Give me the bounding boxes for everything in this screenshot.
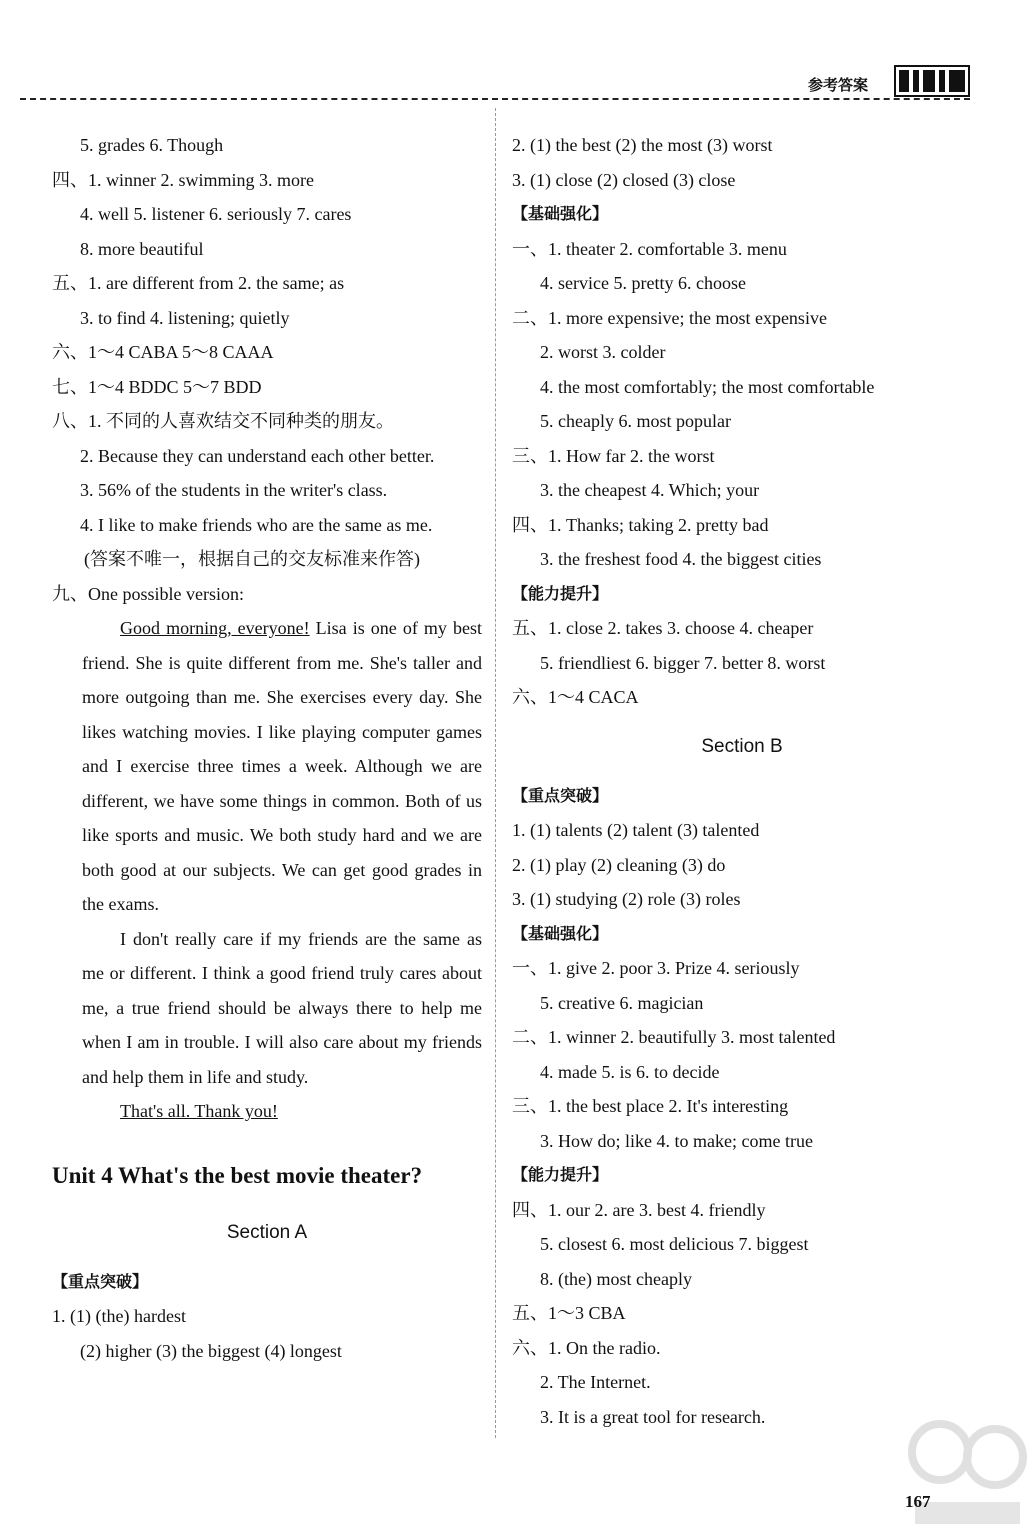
answer-line: 1. (1) talents (2) talent (3) talented [512,820,760,840]
answer-line: 六、1～4 CABA 5～8 CAAA [52,342,274,362]
answer-line: 五、1～3 CBA [512,1303,626,1323]
answer-line: 七、1～4 BDDC 5～7 BDD [52,376,262,397]
answer-line: 4. made 5. is 6. to decide [540,1061,720,1082]
answer-line: 5. friendliest 6. bigger 7. better 8. worst [540,652,826,673]
essay-greeting: Good morning, everyone! [120,618,310,638]
section-label: 【能力提升】 [512,583,609,603]
answer-line: 8. (the) most cheaply [540,1268,692,1289]
section-label: 【重点突破】 [512,785,609,805]
answer-line: 四、1. our 2. are 3. best 4. friendly [512,1199,766,1220]
answer-line: 4. I like to make friends who are the same as me. [80,514,433,535]
answer-line: 一、1. theater 2. comfortable 3. menu [512,238,787,259]
answer-line: 3. to find 4. listening; quietly [80,307,290,328]
answer-line: 八、1. 不同的人喜欢结交不同种类的朋友。 [52,411,394,431]
column-divider [495,108,496,1438]
answer-line: 5. creative 6. magician [540,992,704,1013]
answer-line: 5. cheaply 6. most popular [540,411,731,431]
answer-line: 3. 56% of the students in the writer's class. [80,480,388,500]
header-logo-icon [893,62,971,100]
answer-line: 九、One possible version: [52,583,244,604]
answer-note: (答案不唯一，根据自己的交友标准来作答) [84,549,420,569]
answer-line: 3. the freshest food 4. the biggest cities [540,549,822,569]
page-header [0,0,1033,110]
essay-closing: That's all. Thank you! [120,1101,278,1121]
answer-line: 2. Because they can understand each other better. [80,445,435,466]
page-number: 167 [905,1492,931,1511]
answer-line: 4. well 5. listener 6. seriously 7. cares [80,204,352,224]
answer-line: 3. (1) studying (2) role (3) roles [512,889,741,909]
left-column [52,128,482,1368]
section-label: 【重点突破】 [52,1271,149,1291]
section-label: 【基础强化】 [512,923,609,943]
essay [52,611,482,1129]
answer-line: 3. the cheapest 4. Which; your [540,480,760,500]
section-label: 【基础强化】 [512,204,609,223]
unit-title: Unit 4 What's the best movie theater? [52,1162,423,1188]
answer-line: 1. (1) (the) hardest [52,1306,186,1326]
answer-line: 三、1. the best place 2. It's interesting [512,1096,789,1116]
header-title: 参考答案 [808,76,869,94]
answer-line: 4. service 5. pretty 6. choose [540,273,746,293]
answer-line: 一、1. give 2. poor 3. Prize 4. seriously [512,958,800,978]
answer-line: 六、1～4 CACA [512,687,639,707]
section-a-heading: Section A [226,1221,308,1243]
section-b-heading: Section B [701,735,783,757]
answer-line: 二、1. more expensive; the most expensive [512,307,827,328]
answer-line: (2) higher (3) the biggest (4) longest [80,1340,342,1361]
answer-line: 2. worst 3. colder [540,342,666,362]
answer-line: 5. closest 6. most delicious 7. biggest [540,1234,809,1254]
answer-line: 3. It is a great tool for research. [540,1406,766,1427]
answer-line: 2. (1) play (2) cleaning (3) do [512,854,726,875]
essay-paragraph-1: Lisa is one of my best friend. She is quite different from me. She's taller and more outgoing than me. She exercises every day. She likes watching movies. I like playing computer games and I exercise three times a week. Although we are different, we have some things in common. Both of us like sports and music. We both study hard and we are both good at our subjects. We can get good grades in the exams. [82,618,482,914]
answer-line: 五、1. close 2. takes 3. choose 4. cheaper [512,618,814,638]
answer-line: 3. (1) close (2) closed (3) close [512,169,736,190]
answer-line: 四、1. Thanks; taking 2. pretty bad [512,514,769,535]
answer-line: 三、1. How far 2. the worst [512,445,715,466]
header-dashed-rule [20,98,970,100]
answer-line: 五、1. are different from 2. the same; as [52,273,345,293]
answer-line: 2. The Internet. [540,1372,651,1392]
answer-line: 4. the most comfortably; the most comfortable [540,376,875,397]
answer-line: 5. grades 6. Though [80,135,224,155]
essay-paragraph-2: I don't really care if my friends are the same as me or different. I think a good friend truly cares about me, a true friend should be always there to help me when I am in trouble. I will also care about my friends and help them in life and study. [82,928,482,1087]
answer-line: 2. (1) the best (2) the most (3) worst [512,135,773,155]
watermark-logo-icon [905,1412,1030,1532]
answer-line: 四、1. winner 2. swimming 3. more [52,169,314,190]
answer-line: 8. more beautiful [80,238,204,259]
right-column [512,128,972,1434]
answer-line: 3. How do; like 4. to make; come true [540,1130,813,1151]
answer-line: 二、1. winner 2. beautifully 3. most talented [512,1027,836,1047]
section-label: 【能力提升】 [512,1165,609,1184]
answer-line: 六、1. On the radio. [512,1337,661,1358]
